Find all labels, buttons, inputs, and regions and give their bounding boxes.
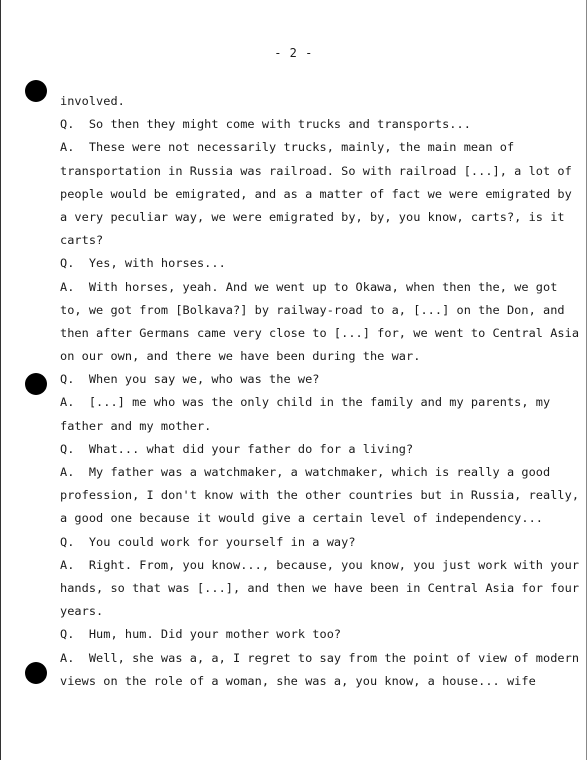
page-border-left [0, 0, 1, 760]
transcript-line: years. [60, 604, 104, 619]
transcript-line: A. Right. From, you know..., because, you know, you just work with your [60, 557, 580, 572]
transcript-body [60, 90, 580, 693]
transcript-line: then after Germans came very close to [...] for, we went to Central Asia [60, 325, 580, 340]
binder-hole-bottom [25, 662, 47, 684]
transcript-line: Q. So then they might come with trucks and transports... [60, 117, 471, 132]
transcript-line: carts? [60, 233, 104, 248]
transcript-line: on our own, and there we have been during the war. [60, 349, 421, 364]
binder-hole-top [25, 80, 47, 102]
transcript-line: views on the role of a woman, she was a, you know, a house... wife [60, 673, 536, 688]
transcript-line: Q. When you say we, who was the we? [60, 372, 320, 387]
transcript-line: Q. Yes, with horses... [60, 256, 226, 271]
transcript-line: A. With horses, yeah. And we went up to Okawa, when then the, we got [60, 279, 558, 294]
transcript-line: A. [...] me who was the only child in the family and my parents, my [60, 395, 551, 410]
transcript-line: hands, so that was [...], and then we have been in Central Asia for four [60, 580, 580, 595]
transcript-line: profession, I don't know with the other countries but in Russia, really, [60, 488, 580, 503]
transcript-line: to, we got from [Bolkava?] by railway-road to a, [...] on the Don, and [60, 302, 565, 317]
transcript-line: transportation in Russia was railroad. So with railroad [...], a lot of [60, 163, 572, 178]
transcript-line: A. My father was a watchmaker, a watchmaker, which is really a good [60, 465, 551, 479]
transcript-line: a good one because it would give a certain level of independency... [60, 511, 543, 526]
transcript-line: A. Well, she was a, a, I regret to say from the point of view of modern [60, 650, 580, 665]
transcript-line: a very peculiar way, we were emigrated by, by, you know, carts?, is it [60, 209, 565, 224]
binder-hole-middle [25, 373, 47, 395]
transcript-line: people would be emigrated, and as a matter of fact we were emigrated by [60, 186, 572, 201]
transcript-line: involved. [60, 94, 125, 108]
transcript-line: Q. Hum, hum. Did your mother work too? [60, 627, 342, 642]
transcript-line: Q. You could work for yourself in a way? [60, 534, 356, 549]
transcript-line: father and my mother. [60, 418, 212, 433]
page-number: - 2 - [274, 46, 313, 60]
transcript-line: A. These were not necessarily trucks, mainly, the main mean of [60, 140, 515, 155]
transcript-line: Q. What... what did your father do for a living? [60, 441, 414, 456]
